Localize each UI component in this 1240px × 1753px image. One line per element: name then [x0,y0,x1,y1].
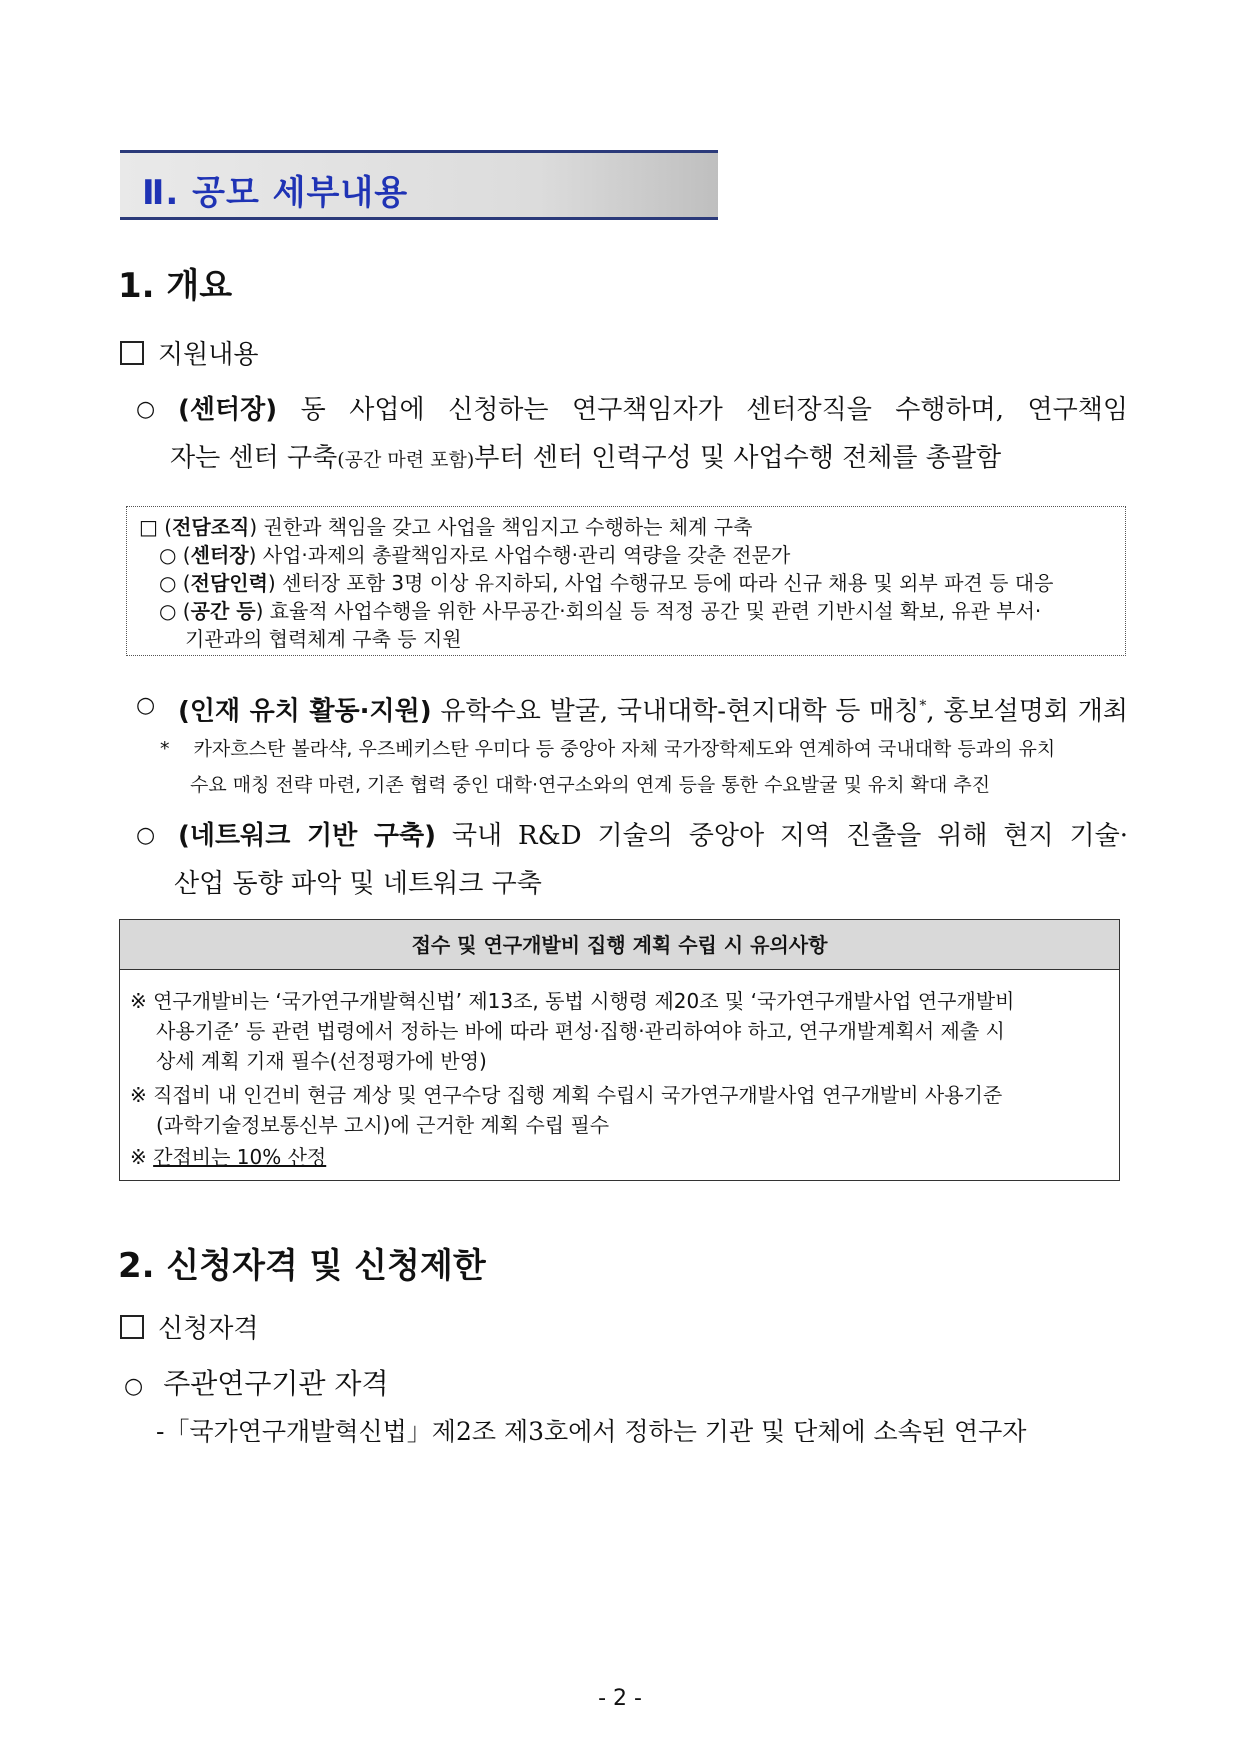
caution-item-1-cont2: 상세 계획 기재 필수(선정평가에 반영) [156,1049,487,1073]
network-paragraph [136,812,1128,908]
talent-note-text-1: 카자흐스탄 볼라샥, 우즈베키스탄 우미다 등 중앙아 자체 국가장학제도와 연계하여 국내대학 등과의 유치 [193,738,1056,760]
summary-line-2: ○ (센터장) 사업·과제의 총괄책임자로 사업수행·관리 역량을 갖춘 전문가 [159,543,791,567]
section-banner [120,150,718,220]
center-head-text1: 동 사업에 신청하는 연구책임자가 센터장직을 수행하며, 연구책임 [300,395,1128,425]
eligibility-subheading [124,1360,389,1411]
talent-paragraph [136,682,1128,736]
center-head-label: (센터장) [178,395,278,425]
caution-item-2: ※ 직접비 내 인건비 현금 계상 및 연구수당 집행 계획 수립시 국가연구개발사업 연구개발비 사용기준 [130,1083,1003,1107]
summary-line-3: ○ (전담인력) 센터장 포함 3명 이상 유지하되, 사업 수행규모 등에 따라 신규 채용 및 외부 파견 등 대응 [159,571,1054,595]
talent-footnote-mark: * [919,698,927,714]
talent-label: (인재 유치 활동·지원) [178,696,432,727]
footnote-marker: * [160,738,170,760]
summary-line-5: 기관과의 협력체계 구축 등 지원 [185,627,462,651]
network-line2: 산업 동향 파악 및 네트워크 구축 [174,869,542,899]
summary-text-3: 센터장 포함 3명 이상 유지하되, 사업 수행규모 등에 따라 신규 채용 및 외부 파견 등 대응 [282,571,1054,595]
summary-line-4: ○ (공간 등) 효율적 사업수행을 위한 사무공간·회의실 등 적정 공간 및 관련 기반시설 확보, 유관 부서· [159,599,1042,623]
caution-item-3-text: 간접비는 10% 산정 [153,1145,327,1169]
heading-eligibility-label: 신청자격 [158,1314,259,1344]
summary-label-1: 전담조직 [172,515,250,539]
summary-label-3: 전담인력 [190,571,268,595]
caution-item-1-cont: 사용기준’ 등 관련 법령에서 정하는 바에 따라 편성·집행·관리하여야 하고, 연구개발계획서 제출 시 [156,1019,1005,1043]
center-head-line1 [136,386,1128,434]
circle-bullet-icon: ○ [159,571,177,595]
talent-text: 유학수요 발굴, 국내대학-현지대학 등 매칭 [440,696,920,727]
talent-text-end: , 홍보설명회 개최 [926,696,1128,727]
summary-text-1: 권한과 책임을 갖고 사업을 책임지고 수행하는 체계 구축 [263,515,753,539]
heading-eligibility: 2. 신청자격 및 신청제한 [118,1246,486,1286]
eligibility-subheading-text: 주관연구기관 자격 [163,1367,389,1400]
summary-text-4: 효율적 사업수행을 위한 사무공간·회의실 등 적정 공간 및 관련 기반시설 확보, 유관 부서· [269,599,1042,623]
section-title: Ⅱ. 공모 세부내용 [142,173,409,213]
circle-bullet-icon: ○ [136,823,156,848]
talent-note-1 [160,732,1055,766]
summary-line-1: □ (전담조직) 권한과 책임을 갖고 사업을 책임지고 수행하는 체계 구축 [139,515,753,539]
center-head-text2-small: (공간 마련 포함) [337,449,475,471]
caution-item-3 [130,1142,342,1172]
circle-bullet-icon: ○ [136,693,156,718]
circle-bullet-icon: ○ [136,397,156,422]
caution-title: 접수 및 연구개발비 집행 계획 수립 시 유의사항 [120,920,1119,970]
summary-box [126,506,1126,656]
network-text-1: 국내 R&D 기술의 중앙아 지역 진출을 위해 현지 기술· [451,821,1128,851]
circle-bullet-icon: ○ [159,543,177,567]
circle-bullet-icon: ○ [124,1374,144,1399]
talent-line [136,682,1128,736]
checkbox-square-icon [120,1315,144,1339]
caution-item-1: ※ 연구개발비는 ‘국가연구개발혁신법’ 제13조, 동법 시행령 제20조 및 ‘국가연구개발사업 연구개발비 [130,989,1015,1013]
summary-text-2: 사업·과제의 총괄책임자로 사업수행·관리 역량을 갖춘 전문가 [262,543,791,567]
summary-label-4: 공간 등 [190,599,256,623]
eligibility-dash-line: -「국가연구개발혁신법」제2조 제3호에서 정하는 기관 및 단체에 소속된 연구자 [156,1417,1027,1446]
heading-overview: 1. 개요 [118,266,233,306]
heading-support-label: 지원내용 [158,340,259,370]
talent-note-2: 수요 매칭 전략 마련, 기존 협력 중인 대학·연구소와의 연계 등을 통한 수요발굴 및 유치 확대 추진 [190,774,991,796]
center-head-line2 [136,434,1128,484]
heading-support [120,334,258,371]
checkbox-square-icon [120,341,144,365]
network-label: (네트워크 기반 구축) [178,821,437,851]
heading-eligibility-sub [120,1308,258,1345]
center-head-text2a: 자는 센터 구축 [170,443,338,473]
summary-label-2: 센터장 [190,543,249,567]
center-head-text2b: 부터 센터 인력구성 및 사업수행 전체를 총괄함 [474,443,1002,473]
caution-item-2-cont: (과학기술정보통신부 고시)에 근거한 계획 수립 필수 [156,1113,610,1137]
caution-table [119,919,1120,1181]
square-marker-icon: □ [139,515,158,539]
caution-marker: ※ [130,1145,147,1169]
circle-bullet-icon: ○ [159,599,177,623]
center-head-paragraph [136,386,1128,484]
network-line1 [136,812,1128,860]
page-number: - 2 - [598,1686,642,1711]
